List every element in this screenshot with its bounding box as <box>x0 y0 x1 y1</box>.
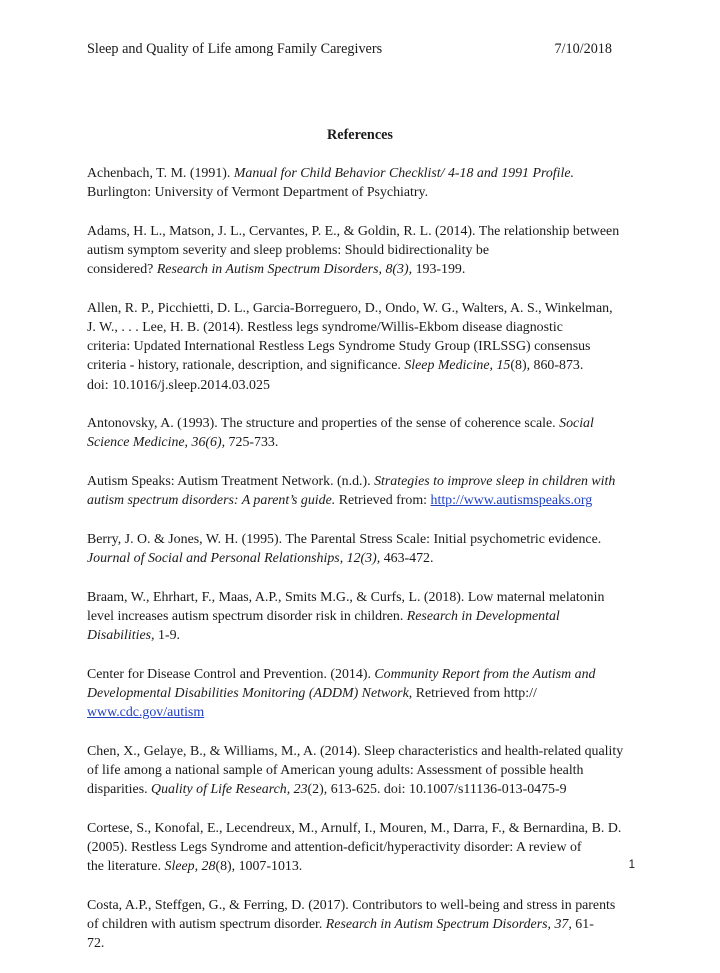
reference-allen: Allen, R. P., Picchietti, D. L., Garcia-Borreguero, D., Ondo, W. G., Walters, A. S., Winkelman, J. W., . . . Lee, H. B. (2014). Restless legs syndrome/Willis-Ekbom disease diagnostic criteria: Updated International Restless Legs Syndrome Study Group (IRLSSG) consensus criteria - history, rationale, description, and significance. Sleep Medicine, 15(8), 860-873. doi: 10.1016/j.sleep.2014.03.025 <box>87 300 613 393</box>
cdc-autism-link[interactable]: www.cdc.gov/autism <box>87 705 205 720</box>
page-title: References <box>327 127 393 143</box>
page-number: 1 <box>628 859 635 871</box>
reference-antonovsky: Antonovsky, A. (1993). The structure and properties of the sense of coherence scale. Social Science Medicine, 36(6), 725-733. <box>87 416 594 451</box>
reference-autism-speaks: Autism Speaks: Autism Treatment Network. (n.d.). Strategies to improve sleep in children with autism spectrum disorders: A parent’s guide. Retrieved from: http://www.autismspeaks.org <box>87 474 616 509</box>
reference-berry: Berry, J. O. & Jones, W. H. (1995). The Parental Stress Scale: Initial psychometric evidence. Journal of Social and Personal Relationships, 12(3), 463-472. <box>87 531 602 566</box>
autismspeaks-link[interactable]: http://www.autismspeaks.org <box>430 493 593 509</box>
reference-cdc: Center for Disease Control and Prevention. (2014). Community Report from the Autism and Developmental Disabilities Monitoring (ADDM) Network, Retrieved from http:// www.cdc.gov/autism <box>87 666 596 720</box>
running-header <box>87 40 612 58</box>
reference-braam: Braam, W., Ehrhart, F., Maas, A.P., Smits M.G., & Curfs, L. (2018). Low maternal melatonin level increases autism spectrum disorder risk in children. Research in Developmental Disabilities, 1-9. <box>87 589 605 643</box>
reference-costa: Costa, A.P., Steffgen, G., & Ferring, D. (2017). Contributors to well-being and stress in parents of children with autism spectrum disorder. Research in Autism Spectrum Disorders, 37, 61- 72. <box>87 897 616 951</box>
reference-list <box>87 164 635 973</box>
reference-adams: Adams, H. L., Matson, J. L., Cervantes, P. E., & Goldin, R. L. (2014). The relationship between autism symptom severity and sleep problems: Should bidirectionality be considered? Research in Autism Spectrum Disorders, 8(3), 193-199. <box>87 223 620 278</box>
reference-chen: Chen, X., Gelaye, B., & Williams, M., A. (2014). Sleep characteristics and health-related quality of life among a national sample of American young adults: Assessment of possible health disparities. Quality of Life Research, 23(2), 613-625. doi: 10.1007/s11136-013-0475-9 <box>87 743 624 797</box>
reference-cortese: Cortese, S., Konofal, E., Lecendreux, M., Arnulf, I., Mouren, M., Darra, F., & Bernardina, B. D. (2005). Restless Legs Syndrome and attention-deficit/hyperactivity disorder: A review of the literature. Sleep, 28(8), 1007-1013. <box>87 820 622 874</box>
running-title: Sleep and Quality of Life among Family Caregivers <box>87 41 383 57</box>
header-date: 7/10/2018 <box>554 41 612 57</box>
reference-achenbach: Achenbach, T. M. (1991). Manual for Child Behavior Checklist/ 4-18 and 1991 Profile. Burlington: University of Vermont Department of Psychiatry. <box>87 166 575 201</box>
